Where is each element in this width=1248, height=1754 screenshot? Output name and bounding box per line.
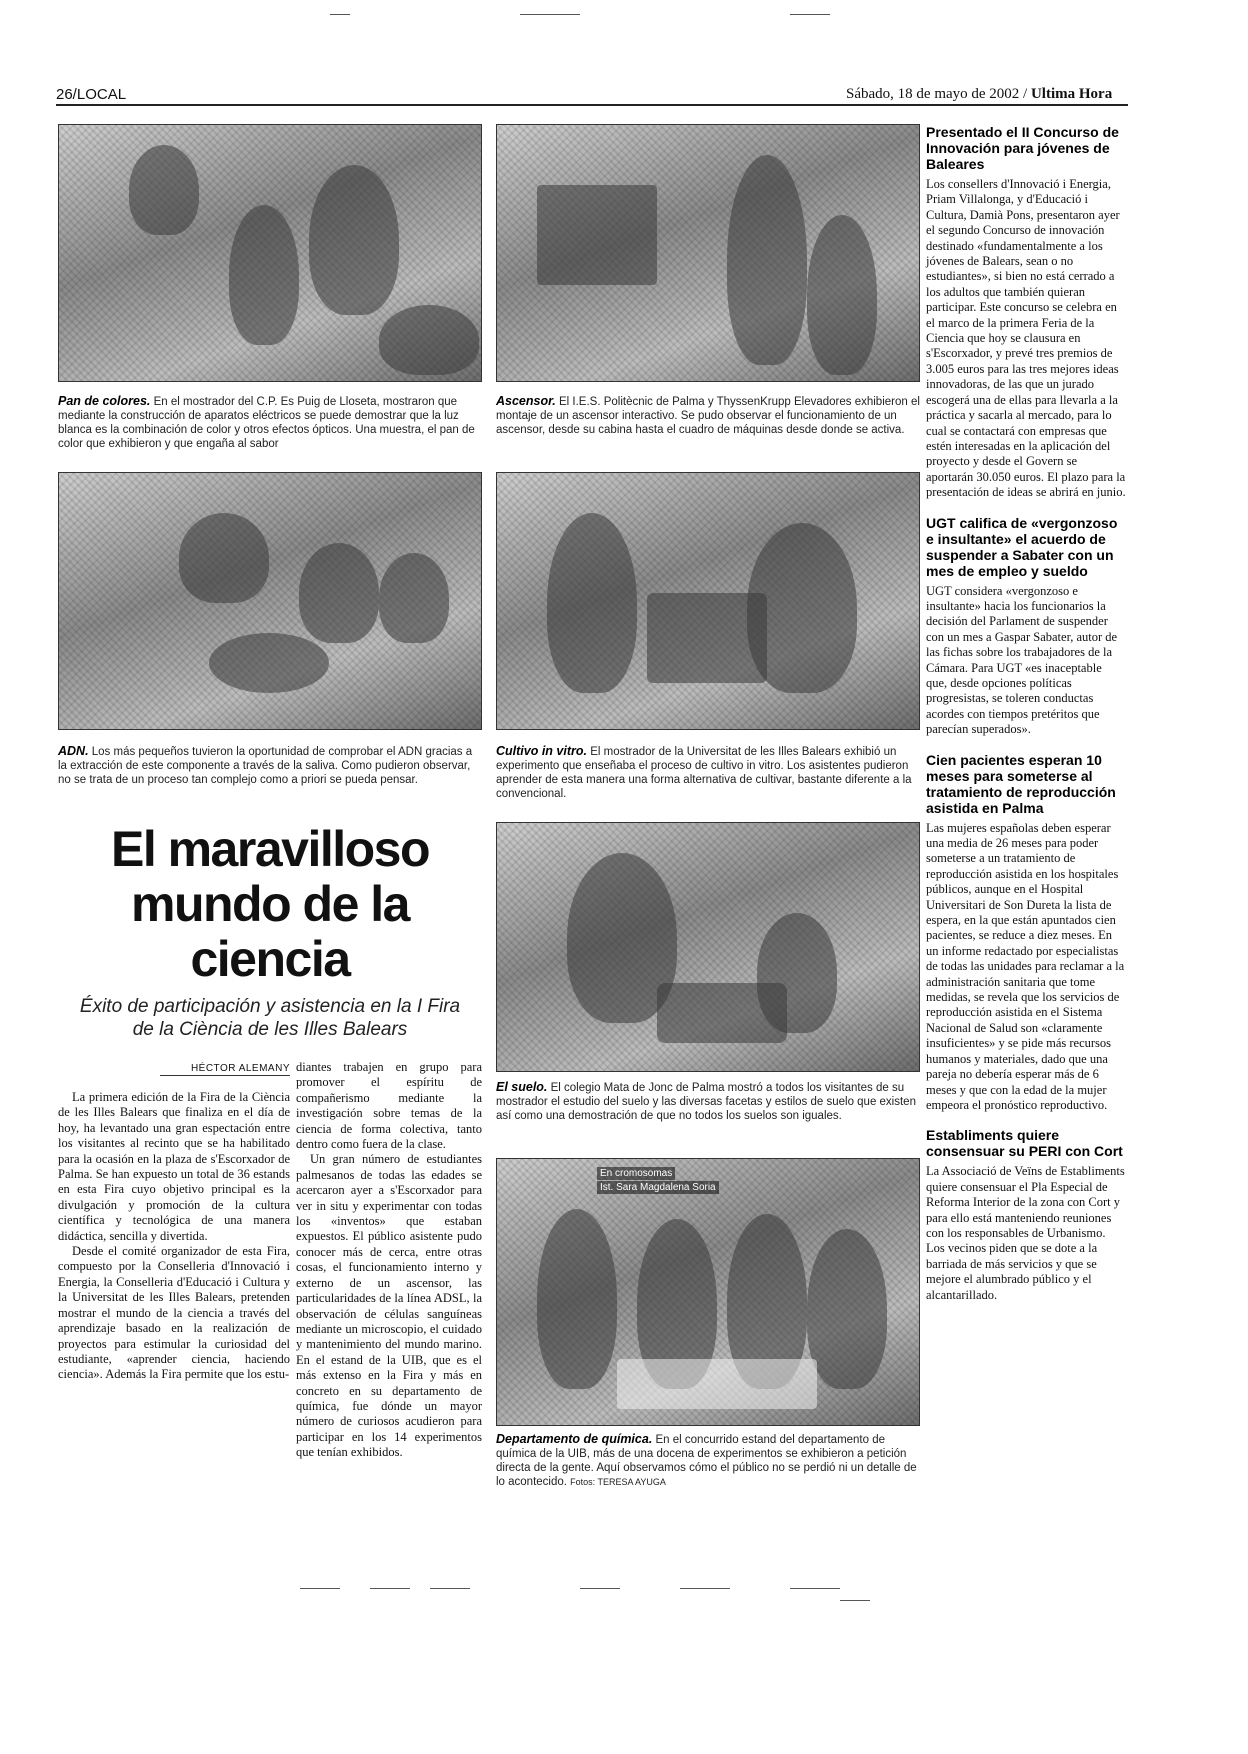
page-date [846,86,1112,103]
caption-text: En el concurrido estand del departamento de química de la UIB, más de una docena de experimentos se exhibieron a petición directa de la gente. Aquí observamos cómo el público no se perdió ni un detalle de lo acontecido. [496,1434,917,1488]
caption-text: El I.E.S. Politècnic de Palma y ThyssenKrupp Elevadores exhibieron el montaje de un ascensor interactivo. Se pudo observar el funcionamiento de un ascensor, desde su cabina hasta el cuadro de máquinas desde donde se activa. [496,396,920,436]
caption-departamento-quimica [496,1432,920,1489]
photo-credit: Fotos: TERESA AYUGA [570,1477,666,1487]
caption-el-suelo [496,1080,920,1123]
scan-mark [430,1588,470,1589]
article-subhead: Éxito de participación y asistencia en la I Fira de la Ciència de les Illes Balears [79,996,461,1040]
caption-lead: ADN. [58,744,89,758]
sidebar-text: Los consellers d'Innovació i Energia, Priam Villalonga, y d'Educació i Cultura, Damià Pons, presentaron ayer el segundo Concurso de innovación destinado «fundamentalmente a los jóvenes de Balears, sean o no estudiantes», si bien no está cerrado a los adultos que también quieran participar. Este concurso se celebra en el marco de la primera Feria de la Ciencia que hoy se clausura en s'Escorxador, y prevé tres premios de 3.005 euros para las tres mejores ideas innovadoras, de las que un jurado escogerá una de ellas para llevarla a la práctica y sacarla al mercado, para lo cual se contactará con empresas que estén interesadas en la aplicación del proyecto y desde el Govern se aportarán 30.050 euros. El plazo para la presentación de ideas se abrirá en junio. [926,177,1126,500]
page-section: 26/LOCAL [56,86,127,103]
photo-el-suelo [496,822,920,1072]
article-byline: HÉCTOR ALEMANY [190,1063,290,1074]
article-paragraph: La primera edición de la Fira de la Ciència de les Illes Balears que finaliza en el día de hoy, ha levantado una gran espectación entre los visitantes al recinto que se ha habilitado para la ocasión en la plaza de s'Escorxador de Palma. Se han expuesto un total de 36 estands en esta Fira cuyo objetivo principal es la divulgación y promoción de la cultura científica y tecnológica de una manera didáctica, sencilla y divertida. [58,1090,290,1243]
caption-pan-de-colores [58,394,482,451]
caption-cultivo-in-vitro [496,744,920,801]
article-column-1 [58,1090,290,1383]
scan-mark [680,1588,730,1589]
sidebar-text: La Associació de Veïns de Establiments quiere consensuar el Pla Especial de Reforma Interior de la zona con Cort y para ello está manteniendo reuniones con los responsables de Urbanismo. Los vecinos piden que se dote a la barriada de más servicios y que se mejore el alumbrado público y el alcantarillado. [926,1164,1125,1302]
date-text: Sábado, 18 de mayo de 2002 / [846,86,1028,102]
article-paragraph: Desde el comité organizador de esta Fira, compuesto por la Conselleria d'Innovació i Energia, la Conselleria d'Educació i Cultura y la Universitat de les Illes Balears, pretenden mostrar el mundo de la ciencia a través del aprendizaje basado en la realización de proyectos para estimular la curiosidad del estudiante, «aprender ciencia, haciendo ciencia». Además la Fira permite que los estu- [58,1244,290,1382]
caption-lead: Cultivo in vitro. [496,744,587,758]
caption-lead: Departamento de química. [496,1432,653,1446]
caption-text: Los más pequeños tuvieron la oportunidad de comprobar el ADN gracias a la extracción de este componente a través de la saliva. Como pudieron observar, no se trata de un proceso tan complejo como a priori se pueda pensar. [58,746,473,786]
scan-mark [790,1588,840,1589]
scan-mark [790,14,830,15]
photo-adn [58,472,482,730]
article-paragraph: Un gran número de estudiantes palmesanos de todas las edades se acercaron ayer a s'Escorxador para ver in situ y experimentar con todas los «inventos» que estaban expuestos. El público asistente pudo conocer más de cerca, entre otras cosas, el funcionamiento interno y externo de un ascensor, las particularidades de la línea ADSL, la observación de células sanguíneas mediante un microscopio, el cuidado y mantenimiento del mundo marino. En el estand de la UIB, que es el más extenso en la Fira y más en concreto en su departamento de química, fue dónde un mayor número de curiosos acudieron para participar en los 14 experimentos que tenían exhibidos. [296,1152,482,1460]
article-column-2 [296,1060,482,1461]
newspaper-name: Ultima Hora [1030,86,1113,102]
scan-mark [520,14,580,15]
caption-lead: El suelo. [496,1080,548,1094]
sidebar-headline: UGT califica de «vergonzoso e insultante» el acuerdo de suspender a Sabater con un mes de empleo y sueldo [926,514,1118,579]
caption-text: El colegio Mata de Jonc de Palma mostró a todos los visitantes de su mostrador el estudio del suelo y las diversas facetas y estilos de suelo que existen así como una demostración de que no todos los suelos son iguales. [496,1082,916,1122]
photo-pan-de-colores [58,124,482,382]
header-rule [56,104,1128,106]
sidebar-headline: Presentado el II Concurso de Innovación para jóvenes de Baleares [926,124,1119,172]
article-paragraph: diantes trabajen en grupo para promover el espíritu de compañerismo mediante la investigación sobre temas de la ciencia de forma colectiva, tanto dentro como fuera de la clase. [296,1060,482,1152]
scan-mark [370,1588,410,1589]
scan-mark [840,1600,870,1601]
article-headline: El maravilloso mundo de la ciencia [110,821,430,987]
scan-mark [300,1588,340,1589]
photo-label: En cromosomas [597,1167,675,1180]
sidebar [926,124,1126,1303]
sidebar-headline: Cien pacientes esperan 10 meses para someterse al tratamiento de reproducción asistida en Palma [926,751,1116,816]
caption-lead: Pan de colores. [58,394,151,408]
photo-cultivo-in-vitro [496,472,920,730]
caption-ascensor [496,394,920,437]
photo-departamento-quimica [496,1158,920,1426]
caption-text: En el mostrador del C.P. Es Puig de Lloseta, mostraron que mediante la construcción de aparatos eléctricos se puede demostrar que la luz blanca es la combinación de color y otros efectos ópticos. Una muestra, el pan de color que exhibieron y que engaña al sabor [58,396,475,450]
byline-rule [160,1075,290,1076]
caption-text: El mostrador de la Universitat de les Illes Balears exhibió un experimento que enseñaba el proceso de cultivo in vitro. Los asistentes pudieron aprender de esta manera una forma alternativa de cultivar, bastante diferente a la convencional. [496,746,912,800]
scan-mark [580,1588,620,1589]
sidebar-headline: Establiments quiere consensuar su PERI con Cort [926,1127,1123,1160]
scan-mark [330,14,350,15]
photo-label: Ist. Sara Magdalena Soria [597,1181,719,1194]
caption-adn [58,744,482,787]
sidebar-text: UGT considera «vergonzoso e insultante» hacia los funcionarios la decisión del Parlament de suspender con un mes a Gaspar Sabater, autor de las fichas sobre los trabajadores de la Cámara. Para UGT «es inaceptable que, desde opciones políticas progresistas, se toleren conductas acordes con tiempos pretéritos que parecían superados». [926,583,1118,737]
sidebar-text: Las mujeres españolas deben esperar una media de 26 meses para poder someterse a un tratamiento de reproducción asistida en los hospitales públicos, aunque en el Hospital Universitari de Son Dureta la lista de espera, en la que están apuntados cien pacientes, se reduce a diez meses. En un informe redactado por especialistas de todas las unidades para reclamar a la administración sanitaria que tome medidas, se revela que los servicios de reproducción asistida en el Sistema Nacional de Salud son «claramente insuficientes» y se pide más recursos humanos y materiales, dado que una pareja no debería esperar más de 6 meses y que con la edad de la mujer empeora el pronóstico reproductivo. [926,820,1125,1112]
photo-ascensor [496,124,920,382]
caption-lead: Ascensor. [496,394,556,408]
